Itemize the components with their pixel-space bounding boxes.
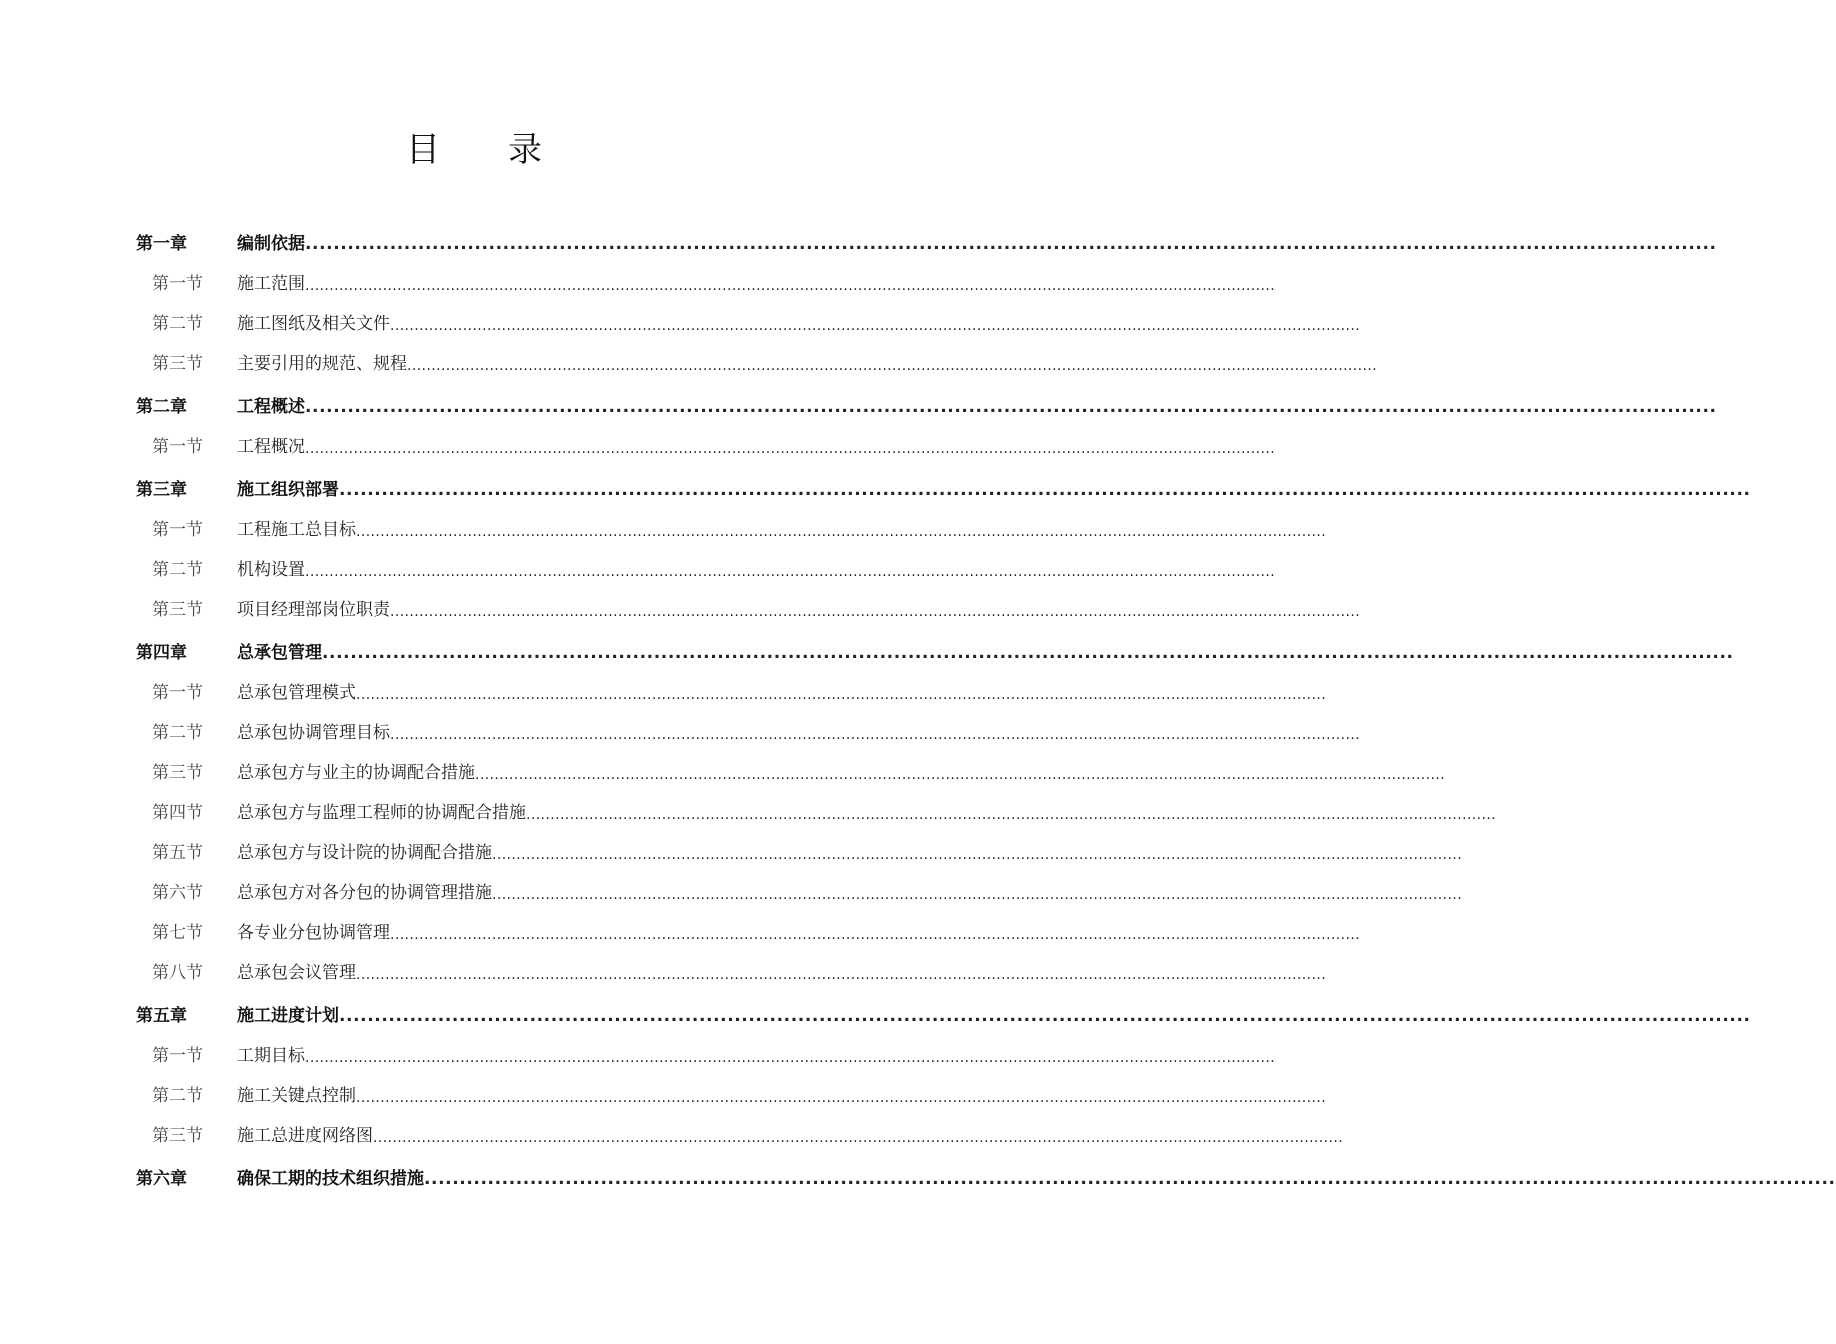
toc-title-part1: 目 (406, 130, 442, 170)
toc-section-row[interactable] (136, 338, 1378, 378)
section-title: 总承包方对各分包的协调管理措施 (237, 883, 492, 903)
chapter-number: 第四章 (136, 643, 187, 663)
chapter-number: 第六章 (136, 1169, 187, 1189)
section-number: 第一节 (152, 1046, 203, 1066)
dot-leader: ........................................................................................................................................................................................................ (390, 927, 1361, 943)
chapter-title: 确保工期的技术组织措施 (237, 1169, 424, 1189)
section-title: 各专业分包协调管理 (237, 923, 390, 943)
section-number: 第七节 (152, 923, 203, 943)
section-title: 总承包管理模式 (237, 683, 356, 703)
section-title: 工程施工总目标 (237, 520, 356, 540)
dot-leader: ........................................................................................................................................................................................................ (390, 727, 1361, 743)
chapter-number: 第一章 (136, 234, 187, 254)
toc-section-row[interactable] (136, 1070, 1327, 1110)
dot-leader: ........................................................................................................................................................................................................ (356, 687, 1327, 703)
section-number: 第二节 (152, 314, 203, 334)
dot-leader: ........................................................................................................................................................................................................ (390, 604, 1361, 620)
section-number: 第一节 (152, 520, 203, 540)
section-number: 第三节 (152, 1126, 203, 1146)
dot-leader: ........................................................................................................................................................................................................ (356, 967, 1327, 983)
chapter-number: 第二章 (136, 397, 187, 417)
section-title: 总承包方与业主的协调配合措施 (237, 763, 475, 783)
dot-leader: ........................................................................................................................................................................................................ (407, 358, 1378, 374)
section-number: 第二节 (152, 723, 203, 743)
dot-leader: ........................................................................................................................................................................................................ (356, 524, 1327, 540)
toc-section-row[interactable] (136, 504, 1327, 544)
dot-leader: ........................................................................................................................................................................................................ (390, 318, 1361, 334)
dot-leader: ........................................................................................................................................................................................................ (424, 1169, 1836, 1189)
toc-chapter-row[interactable] (136, 461, 1751, 504)
section-number: 第一节 (152, 274, 203, 294)
section-number: 第四节 (152, 803, 203, 823)
dot-leader: ........................................................................................................................................................................................................ (305, 397, 1717, 417)
section-number: 第二节 (152, 560, 203, 580)
toc-section-row[interactable] (136, 707, 1361, 747)
section-number: 第三节 (152, 354, 203, 374)
toc-section-row[interactable] (136, 1110, 1344, 1150)
section-number: 第五节 (152, 843, 203, 863)
table-of-contents (136, 215, 1836, 1193)
toc-section-row[interactable] (136, 584, 1361, 624)
dot-leader: ........................................................................................................................................................................................................ (356, 1090, 1327, 1106)
toc-section-row[interactable] (136, 667, 1327, 707)
section-title: 工程概况 (237, 437, 305, 457)
chapter-title: 施工组织部署 (237, 480, 339, 500)
chapter-title: 工程概述 (237, 397, 305, 417)
toc-section-row[interactable] (136, 747, 1446, 787)
chapter-title: 总承包管理 (237, 643, 322, 663)
dot-leader: ........................................................................................................................................................................................................ (526, 807, 1497, 823)
section-title: 总承包会议管理 (237, 963, 356, 983)
section-number: 第二节 (152, 1086, 203, 1106)
toc-chapter-row[interactable] (136, 987, 1751, 1030)
toc-section-row[interactable] (136, 867, 1463, 907)
section-title: 施工关键点控制 (237, 1086, 356, 1106)
toc-chapter-row[interactable] (136, 378, 1717, 421)
section-title: 工期目标 (237, 1046, 305, 1066)
section-title: 施工范围 (237, 274, 305, 294)
section-title: 总承包协调管理目标 (237, 723, 390, 743)
toc-section-row[interactable] (136, 787, 1497, 827)
section-number: 第六节 (152, 883, 203, 903)
toc-section-row[interactable] (136, 421, 1276, 461)
toc-section-row[interactable] (136, 827, 1463, 867)
section-title: 施工总进度网络图 (237, 1126, 373, 1146)
dot-leader: ........................................................................................................................................................................................................ (339, 480, 1751, 500)
section-title: 总承包方与设计院的协调配合措施 (237, 843, 492, 863)
dot-leader: ........................................................................................................................................................................................................ (305, 234, 1717, 254)
dot-leader: ........................................................................................................................................................................................................ (475, 767, 1446, 783)
toc-chapter-row[interactable] (136, 624, 1734, 667)
section-title: 施工图纸及相关文件 (237, 314, 390, 334)
section-number: 第一节 (152, 683, 203, 703)
toc-title-part2: 录 (508, 130, 544, 170)
toc-section-row[interactable] (136, 907, 1361, 947)
dot-leader: ........................................................................................................................................................................................................ (305, 441, 1276, 457)
chapter-title: 施工进度计划 (237, 1006, 339, 1026)
toc-chapter-row[interactable] (136, 1150, 1836, 1193)
dot-leader: ........................................................................................................................................................................................................ (492, 847, 1463, 863)
chapter-title: 编制依据 (237, 234, 305, 254)
section-title: 项目经理部岗位职责 (237, 600, 390, 620)
dot-leader: ........................................................................................................................................................................................................ (373, 1130, 1344, 1146)
section-number: 第八节 (152, 963, 203, 983)
section-number: 第三节 (152, 763, 203, 783)
section-number: 第一节 (152, 437, 203, 457)
chapter-number: 第三章 (136, 480, 187, 500)
dot-leader: ........................................................................................................................................................................................................ (339, 1006, 1751, 1026)
section-number: 第三节 (152, 600, 203, 620)
toc-section-row[interactable] (136, 544, 1276, 584)
toc-title (0, 122, 950, 171)
toc-section-row[interactable] (136, 298, 1361, 338)
toc-section-row[interactable] (136, 258, 1276, 298)
dot-leader: ........................................................................................................................................................................................................ (305, 1050, 1276, 1066)
toc-section-row[interactable] (136, 947, 1327, 987)
dot-leader: ........................................................................................................................................................................................................ (322, 643, 1734, 663)
section-title: 机构设置 (237, 560, 305, 580)
toc-chapter-row[interactable] (136, 215, 1717, 258)
dot-leader: ........................................................................................................................................................................................................ (305, 278, 1276, 294)
section-title: 总承包方与监理工程师的协调配合措施 (237, 803, 526, 823)
dot-leader: ........................................................................................................................................................................................................ (492, 887, 1463, 903)
chapter-number: 第五章 (136, 1006, 187, 1026)
dot-leader: ........................................................................................................................................................................................................ (305, 564, 1276, 580)
toc-section-row[interactable] (136, 1030, 1276, 1070)
section-title: 主要引用的规范、规程 (237, 354, 407, 374)
